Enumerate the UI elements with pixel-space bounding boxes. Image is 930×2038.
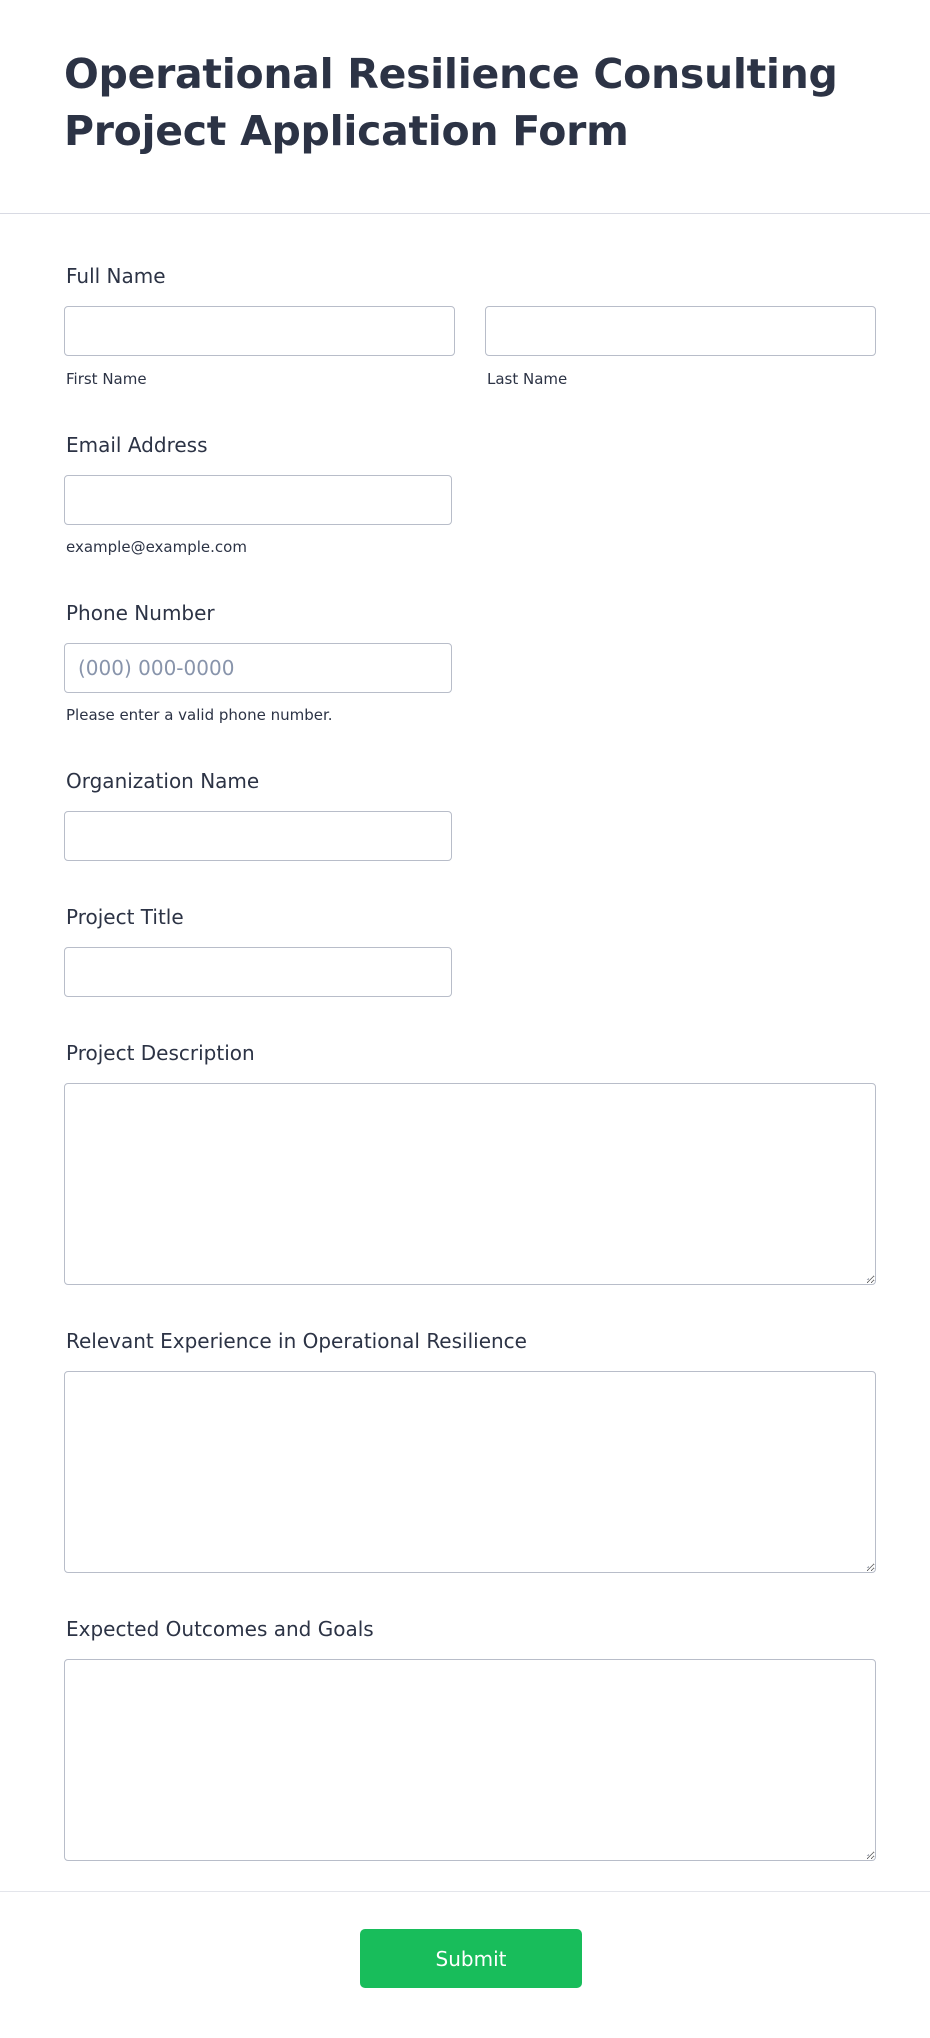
phone-sublabel: Please enter a valid phone number.	[66, 706, 333, 724]
form-header	[0, 0, 930, 214]
project-title-input[interactable]	[64, 947, 452, 997]
outcomes-label: Expected Outcomes and Goals	[66, 1617, 374, 1641]
last-name-input[interactable]	[485, 306, 876, 356]
email-sublabel: example@example.com	[66, 538, 247, 556]
organization-label: Organization Name	[66, 769, 260, 793]
phone-label: Phone Number	[66, 601, 215, 625]
first-name-sublabel: First Name	[66, 370, 147, 388]
project-description-label: Project Description	[66, 1041, 255, 1065]
project-description-textarea[interactable]	[64, 1083, 876, 1285]
last-name-sublabel: Last Name	[487, 370, 568, 388]
submit-button[interactable]: Submit	[360, 1929, 582, 1988]
outcomes-textarea[interactable]	[64, 1659, 876, 1861]
experience-label: Relevant Experience in Operational Resilience	[66, 1329, 527, 1353]
phone-input[interactable]	[64, 643, 452, 693]
experience-textarea[interactable]	[64, 1371, 876, 1573]
project-title-label: Project Title	[66, 905, 184, 929]
resize-grip-icon[interactable]	[859, 1846, 869, 1856]
form-footer	[0, 1891, 930, 2038]
email-input[interactable]	[64, 475, 452, 525]
resize-grip-icon[interactable]	[859, 1270, 869, 1280]
resize-grip-icon[interactable]	[859, 1558, 869, 1568]
form-title: Operational Resilience Consulting Project Application Form	[64, 50, 838, 155]
email-label: Email Address	[66, 433, 208, 457]
organization-input[interactable]	[64, 811, 452, 861]
first-name-input[interactable]	[64, 306, 455, 356]
full-name-label: Full Name	[66, 264, 166, 288]
